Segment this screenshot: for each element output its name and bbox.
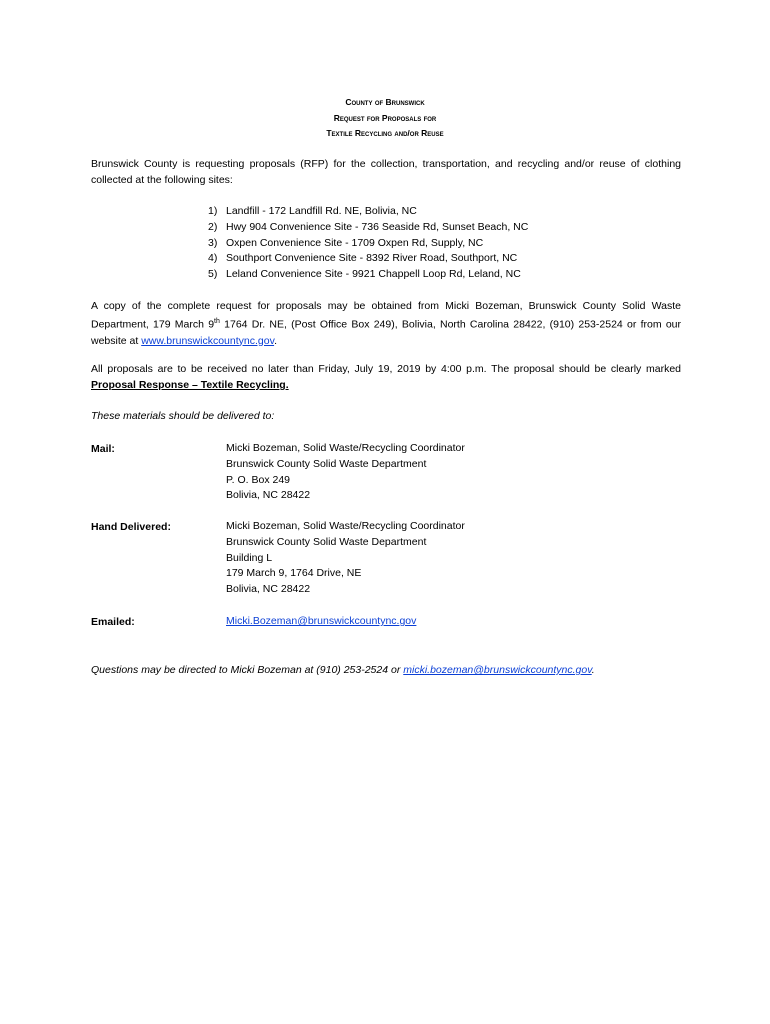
deadline-paragraph: All proposals are to be received no later than Friday, July 19, 2019 by 4:00 p.m. The proposal should be clearly marked Proposal Response – Textile Recycling. bbox=[91, 363, 681, 391]
site-item: 5) Leland Convenience Site - 9921 Chappell Loop Rd, Leland, NC bbox=[208, 268, 521, 281]
questions-footer: Questions may be directed to Micki Bozeman at (910) 253-2524 or micki.bozeman@brunswickcountync.gov. bbox=[91, 664, 595, 676]
hand-delivered-label: Hand Delivered: bbox=[91, 521, 171, 533]
title-line-3: Textile Recycling and/or Reuse bbox=[326, 128, 444, 138]
site-item: 4) Southport Convenience Site - 8392 River Road, Southport, NC bbox=[208, 252, 518, 265]
site-item: 3) Oxpen Convenience Site - 1709 Oxpen Rd, Supply, NC bbox=[208, 236, 484, 249]
title-line-1: County of Brunswick bbox=[345, 97, 425, 107]
mail-address: Micki Bozeman, Solid Waste/Recycling Coordinator Brunswick County Solid Waste Department P. O. Box 249 Bolivia, NC 28422 bbox=[226, 442, 465, 502]
site-item: 2) Hwy 904 Convenience Site - 736 Seaside Rd, Sunset Beach, NC bbox=[208, 220, 529, 233]
mail-label: Mail: bbox=[91, 443, 115, 455]
intro-paragraph: Brunswick County is requesting proposals (RFP) for the collection, transportation, and recycling and/or reuse of clothing collected at the following sites: bbox=[91, 158, 681, 186]
website-link[interactable]: www.brunswickcountync.gov bbox=[141, 334, 275, 347]
site-list bbox=[208, 204, 528, 283]
site-item: 1) Landfill - 172 Landfill Rd. NE, Bolivia, NC bbox=[208, 205, 417, 217]
title-line-2: Request for Proposals for bbox=[333, 113, 437, 123]
email-address bbox=[226, 614, 416, 630]
hand-delivered-address: Micki Bozeman, Solid Waste/Recycling Coordinator Brunswick County Solid Waste Department Building L 179 March 9, 1764 Drive, NE Bolivia, NC 28422 bbox=[226, 520, 465, 596]
delivery-intro: These materials should be delivered to: bbox=[91, 410, 275, 422]
footer-email-link[interactable]: micki.bozeman@brunswickcountync.gov bbox=[403, 664, 592, 676]
email-link[interactable]: Micki.Bozeman@brunswickcountync.gov bbox=[226, 615, 417, 627]
copy-paragraph: A copy of the complete request for proposals may be obtained from Micki Bozeman, Brunswick County Solid Waste Department, 179 March 9th 1764 Dr. NE, (Post Office Box 249), Bolivia, North Carolina 28422, (910) 253-2524 or from our website at www.brunswickcountync.gov. bbox=[91, 300, 681, 347]
proposal-response-marking: Proposal Response – Textile Recycling. bbox=[91, 379, 289, 391]
emailed-label: Emailed: bbox=[91, 616, 135, 628]
